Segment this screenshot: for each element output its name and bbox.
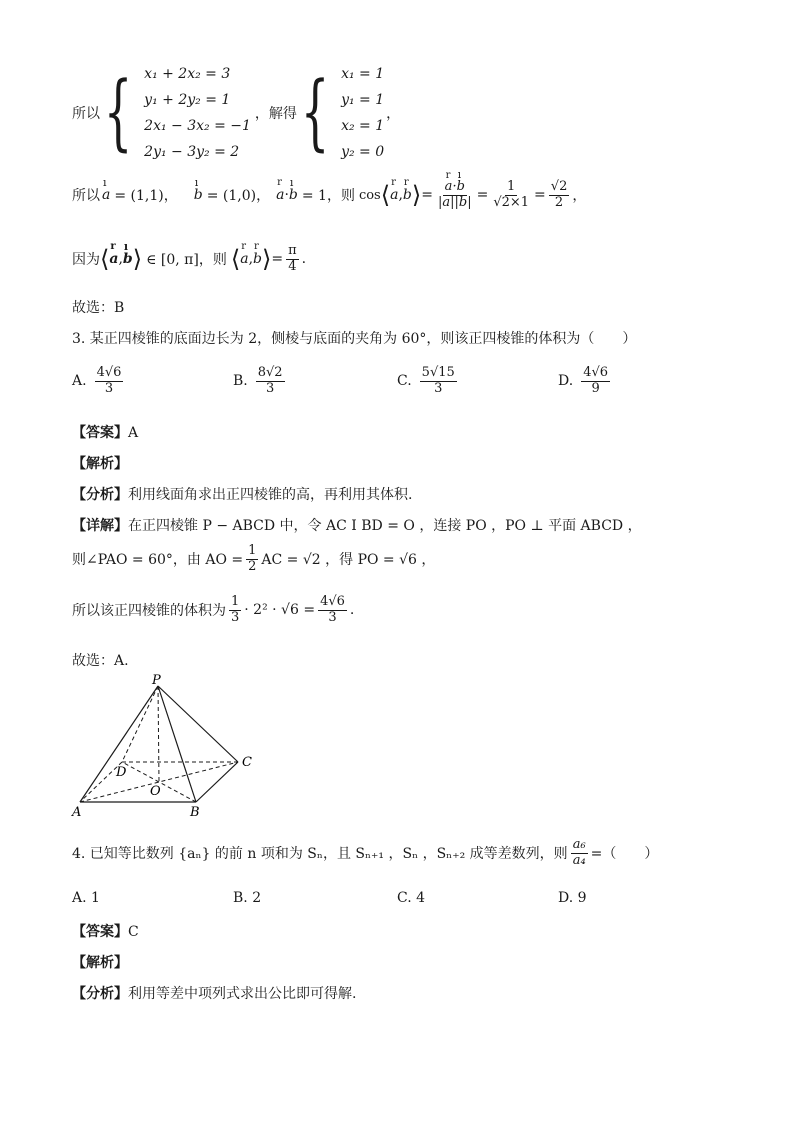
numerator: a₆ <box>572 837 586 852</box>
comma: , <box>118 251 123 268</box>
denominator: √2×1 <box>493 194 530 210</box>
vector-a: r a <box>240 251 248 267</box>
label-A: A <box>72 805 82 820</box>
numerator: 1 <box>231 594 240 609</box>
fraction-1 <box>436 180 474 211</box>
question-3-stem: 3. 某正四棱锥的底面边长为 2，侧棱与底面的夹角为 60°，则该正四棱锥的体积为（ ） <box>72 331 637 347</box>
edge-PD <box>122 686 158 762</box>
left-brace-2: { <box>300 65 330 160</box>
label-B: B <box>190 805 200 820</box>
denominator: 2 <box>248 558 257 574</box>
answer-choice-q3: 故选：A. <box>72 653 129 669</box>
numerator: 1 <box>248 543 257 558</box>
equals: = <box>421 187 433 204</box>
equation: y₂ = 0 <box>341 144 385 160</box>
numerator: r a·ı b <box>443 180 467 196</box>
equation: x₁ = 1 <box>341 66 385 82</box>
volume-text: · 2² · √6 = <box>244 602 316 619</box>
denominator: 9 <box>591 380 600 396</box>
equation: x₁ + 2x₂ = 3 <box>144 66 231 82</box>
angle-bracket: ⟨ <box>100 245 110 274</box>
volume-result <box>318 595 347 626</box>
period: . <box>349 602 355 619</box>
left-brace-1: { <box>103 65 133 160</box>
denominator: 3 <box>266 380 275 396</box>
analysis-tag: 【解析】 <box>72 455 128 471</box>
angle-range-line <box>72 244 306 275</box>
equation-system-1 <box>144 62 251 164</box>
cos-text: cos <box>358 187 381 203</box>
answer-choice-q2: 故选：B <box>72 300 125 316</box>
third-fraction <box>229 595 241 626</box>
stem-text: 4. 已知等比数列 {aₙ} 的前 n 项和为 Sₙ，且 Sₙ₊₁ ，Sₙ ，Sₙ₊₂ 成等差数列，则 <box>72 846 568 863</box>
option-fraction <box>256 366 285 397</box>
option-a: A. 1 <box>72 890 100 906</box>
equation: 2y₁ − 3y₂ = 2 <box>144 144 240 160</box>
fenxi-tag: 【分析】 <box>72 486 128 502</box>
numerator: 1 <box>507 179 516 194</box>
vector-b-value: = (1,0)， <box>206 188 271 205</box>
angle-bracket: ⟩ <box>132 245 143 274</box>
option-c <box>397 366 460 397</box>
dot-product-value: = 1，则 <box>301 188 355 205</box>
xiangjie-line-1 <box>72 515 642 535</box>
denominator: |a||b| <box>438 194 472 210</box>
numerator: 4√6 <box>320 594 345 609</box>
option-fraction <box>95 366 124 397</box>
option-b <box>233 366 288 397</box>
pyramid-figure <box>70 672 270 822</box>
label-P: P <box>152 673 161 688</box>
fenxi-tag: 【分析】 <box>72 985 128 1001</box>
dot: · <box>284 187 289 204</box>
denominator: 3 <box>434 380 443 396</box>
angle-bracket: ⟩ <box>411 181 422 210</box>
fraction-3 <box>549 180 570 211</box>
xiangjie-text: AC = √2 ，得 PO = √6 ， <box>261 552 436 569</box>
suffix-text: ， <box>386 106 401 122</box>
option-c: C. 4 <box>397 890 426 906</box>
xiangjie-text: 在正四棱锥 P − ABCD 中，令 AC I BD = O ，连接 PO ，PO ⊥ 平面 ABCD ， <box>128 518 642 534</box>
option-label: B. <box>233 373 248 390</box>
angle-bracket: ⟨ <box>380 181 391 210</box>
answer-value: C <box>128 924 139 940</box>
equals: = <box>271 251 284 268</box>
edge-BC <box>196 762 238 802</box>
prefix-text: 所以 <box>72 188 100 205</box>
analysis-tag: 【解析】 <box>72 954 128 970</box>
numerator: √2 <box>550 179 568 194</box>
range-text: ∈ [0, π]，则 <box>146 252 227 269</box>
vector-b: ı b <box>123 251 133 267</box>
option-b: B. 2 <box>233 890 262 906</box>
fenxi-line <box>72 484 412 504</box>
vector-a: r a <box>390 187 398 203</box>
numerator: π <box>288 243 297 258</box>
equation: y₁ = 1 <box>341 92 385 108</box>
numerator: 8√2 <box>257 365 283 380</box>
denominator: 3 <box>328 609 337 625</box>
volume-line <box>72 595 354 626</box>
fenxi-text: 利用等差中项列式求出公比即可得解. <box>128 986 357 1002</box>
result-fraction <box>286 244 299 275</box>
xiangjie-tag: 【详解】 <box>72 517 128 533</box>
vector-b: ı b <box>194 187 203 203</box>
fenxi-line <box>72 983 356 1003</box>
answer-line <box>72 921 139 941</box>
numerator: 5√15 <box>421 365 455 380</box>
solution-system <box>72 62 400 164</box>
option-label: D. <box>558 373 574 390</box>
denominator: a₄ <box>572 852 586 868</box>
equals: = <box>534 187 546 204</box>
xiangjie-text: 则∠PAO = 60°，由 AO = <box>72 552 244 569</box>
label-D: D <box>116 765 127 780</box>
label-O: O <box>150 784 161 799</box>
vector-b: r b <box>253 251 262 267</box>
option-d: D. 9 <box>558 890 587 906</box>
vector-a: r a <box>276 187 284 203</box>
vector-b: r b <box>403 187 412 203</box>
suffix-text: . <box>301 251 307 268</box>
suffix-text: ， <box>572 188 587 205</box>
vector-a: r a <box>109 251 118 267</box>
numerator: 4√6 <box>96 365 122 380</box>
option-fraction <box>581 366 610 397</box>
stem-text: =（ ） <box>590 846 659 863</box>
angle-bracket: ⟨ <box>230 245 241 274</box>
height-PO <box>158 686 159 782</box>
vector-a: ı a <box>102 187 110 203</box>
option-a <box>72 366 126 397</box>
equals: = <box>476 187 489 204</box>
vector-a-value: = (1,1)， <box>114 188 178 205</box>
option-label: A. <box>72 373 87 390</box>
question-4-stem <box>72 838 658 869</box>
ratio-fraction <box>571 838 588 869</box>
answer-line <box>72 422 138 442</box>
denominator: 2 <box>554 194 564 210</box>
comma: , <box>248 251 254 268</box>
comma: , <box>398 187 403 204</box>
answer-tag: 【答案】 <box>72 923 128 939</box>
vector-b: ı b <box>289 187 298 203</box>
equation: 2x₁ − 3x₂ = −1 <box>144 118 251 134</box>
equation-system-2 <box>341 62 384 164</box>
answer-value: A <box>128 425 139 441</box>
prefix-text: 所以 <box>72 106 100 122</box>
equation: x₂ = 1 <box>341 118 385 134</box>
numerator: 4√6 <box>583 365 609 380</box>
angle-bracket: ⟩ <box>261 245 272 274</box>
mid-text: ，解得 <box>254 106 297 122</box>
fenxi-text: 利用线面角求出正四棱锥的高，再利用其体积. <box>128 487 413 503</box>
label-C: C <box>242 755 252 770</box>
option-fraction <box>420 366 457 397</box>
equation: y₁ + 2y₂ = 1 <box>144 92 231 108</box>
denominator: 3 <box>104 380 114 396</box>
option-d <box>558 366 613 397</box>
volume-text: 所以该正四棱锥的体积为 <box>72 603 226 620</box>
fraction-2 <box>491 180 531 211</box>
vector-cos-line <box>72 180 586 211</box>
half-fraction <box>246 544 258 575</box>
denominator: 4 <box>288 258 297 274</box>
answer-tag: 【答案】 <box>72 424 128 440</box>
prefix-text: 因为 <box>72 252 100 269</box>
denominator: 3 <box>231 609 240 625</box>
option-label: C. <box>397 373 412 390</box>
xiangjie-line-2 <box>72 544 435 575</box>
edge-PA <box>80 686 158 802</box>
